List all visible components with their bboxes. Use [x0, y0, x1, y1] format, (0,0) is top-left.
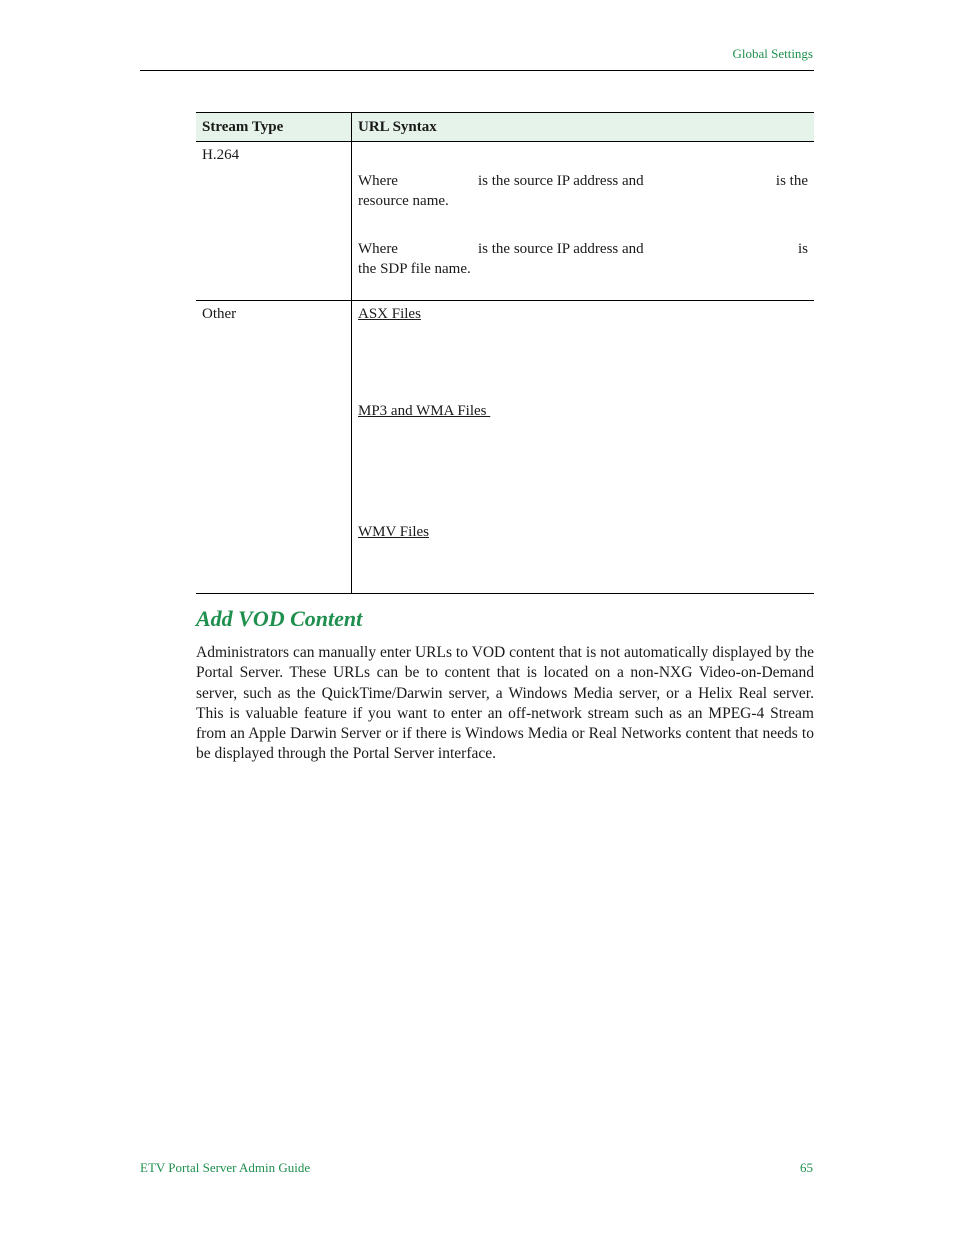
- where-paragraph: [358, 239, 808, 279]
- page-number: 65: [800, 1160, 813, 1175]
- url-syntax-cell: [352, 301, 815, 594]
- section-heading: Add VOD Content: [196, 606, 363, 631]
- stream-url-table: [196, 112, 814, 594]
- where-description: is the source IP address and: [478, 241, 644, 257]
- where-word: Where: [358, 241, 398, 257]
- where-line-end: is the: [775, 173, 808, 189]
- asx-files-link[interactable]: ASX Files: [358, 306, 421, 322]
- where-paragraph: [358, 171, 808, 211]
- where-continuation: resource name.: [358, 193, 449, 209]
- footer-guide-title: ETV Portal Server Admin Guide: [140, 1160, 311, 1175]
- header-divider: [140, 70, 814, 71]
- where-word: Where: [358, 173, 398, 189]
- where-continuation: the SDP file name.: [358, 261, 471, 277]
- mp3-wma-files-link[interactable]: MP3 and WMA Files: [358, 403, 491, 419]
- body-paragraph: Administrators can manually enter URLs to VOD content that is not automatically displayed by the Portal Server. These URLs can be to content that is located on a non-NXG Video-on-Demand server, such as the QuickTime/Darwin server, a Windows Media server, or a Helix Real server. This is valuable feature if you want to enter an off-network stream such as an MPEG-4 Stream from an Apple Darwin Server or if there is Windows Media or Real Networks content that needs to be displayed through the Portal Server interface.: [196, 644, 814, 763]
- url-syntax-cell: [352, 142, 815, 301]
- table-row: [196, 142, 814, 301]
- table-row: [196, 301, 814, 594]
- column-header-url-syntax: URL Syntax: [352, 113, 815, 142]
- column-header-stream-type: Stream Type: [196, 113, 352, 142]
- stream-type-cell: Other: [196, 301, 352, 594]
- table-header-row: [196, 113, 814, 142]
- running-header-section: Global Settings: [732, 46, 813, 61]
- wmv-files-link[interactable]: WMV Files: [358, 524, 429, 540]
- where-line-end: is: [797, 241, 808, 257]
- where-description: is the source IP address and: [478, 173, 644, 189]
- stream-type-cell: H.264: [196, 142, 352, 301]
